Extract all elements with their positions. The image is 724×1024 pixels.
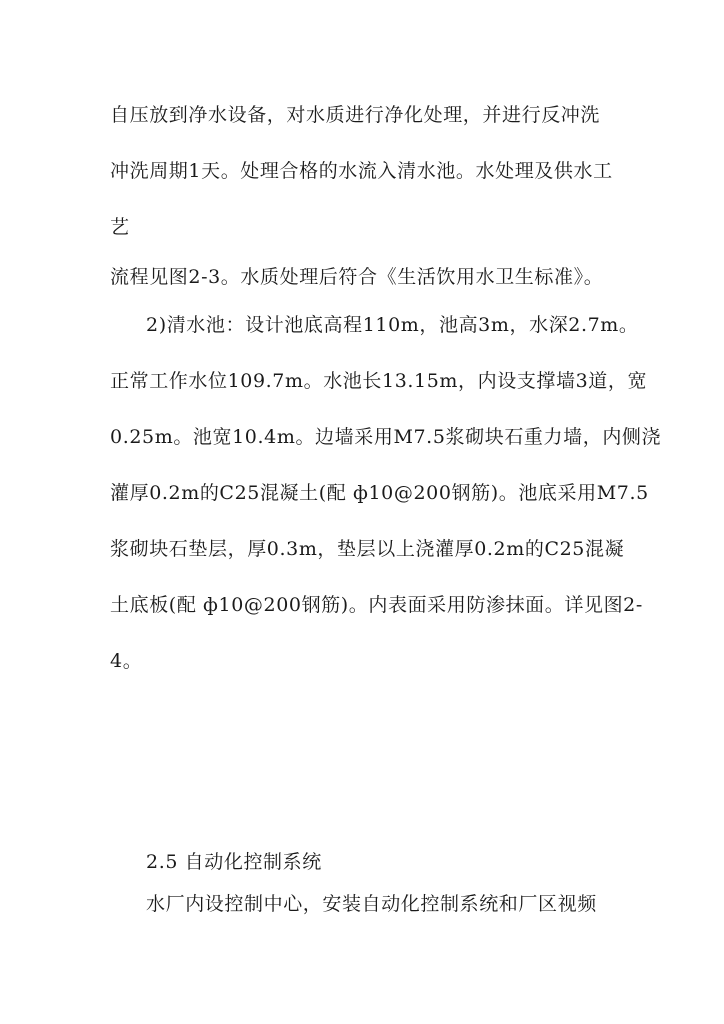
section-heading: 2.5 自动化控制系统 [146,851,322,873]
body-text-line: 浆砌块石垫层，厚0.3m，垫层以上浇灌厚0.2m的C25混凝 [110,538,625,560]
paragraph-start-line: 2)清水池：设计池底高程110m，池高3m，水深2.7m。 [146,314,639,336]
body-text-line: 0.25m。池宽10.4m。边墙采用M7.5浆砌块石重力墙，内侧浇 [110,426,662,448]
body-text-line: 流程见图2-3。水质处理后符合《生活饮用水卫生标准》。 [110,266,604,288]
body-text-line: 艺 [110,216,130,238]
body-text-line: 冲洗周期1天。处理合格的水流入清水池。水处理及供水工 [110,160,613,182]
body-text-line: 土底板(配 ф10@200钢筋)。内表面采用防渗抹面。详见图2- [110,594,643,616]
body-text-line: 4。 [110,650,143,672]
body-text-line: 正常工作水位109.7m。水池长13.15m，内设支撑墙3道，宽 [110,370,648,392]
body-text-line: 灌厚0.2m的C25混凝土(配 ф10@200钢筋)。池底采用M7.5 [110,482,649,504]
section-body-line: 水厂内设控制中心，安装自动化控制系统和厂区视频 [146,893,597,915]
body-text-line: 自压放到净水设备，对水质进行净化处理，并进行反冲洗 [110,104,601,126]
